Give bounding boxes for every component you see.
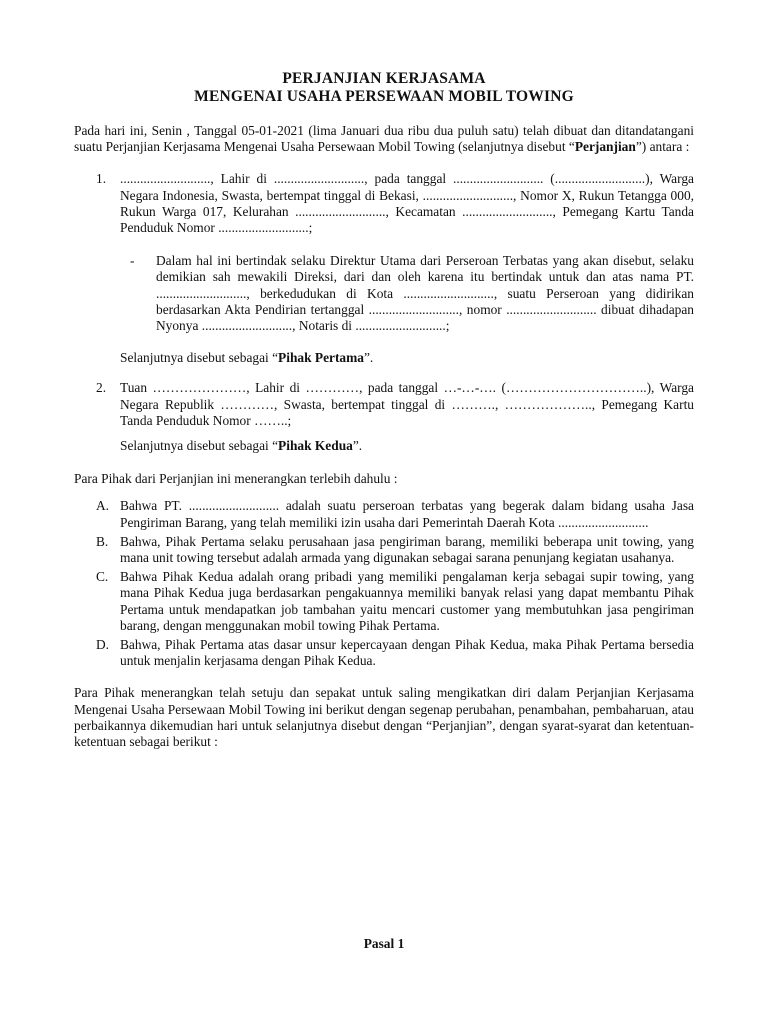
- dash-bullet: -: [130, 253, 135, 269]
- party-1-number-col: [74, 171, 120, 366]
- party-1-capacity: [120, 253, 694, 334]
- intro-bold-term: Perjanjian: [574, 139, 636, 155]
- party-1: [74, 171, 694, 366]
- article-heading: Pasal 1: [363, 936, 405, 951]
- title-line-2: MENGENAI USAHA PERSEWAAN MOBIL TOWING: [194, 88, 574, 105]
- recital-item: [74, 534, 694, 566]
- recital-text: Bahwa, Pihak Pertama selaku perusahaan jasa pengiriman barang, memiliki beberapa unit towing, yang mana unit towing tersebut adalah armada yang digunakan sebagai sarana penunjang kegiatan usahanya.: [120, 533, 694, 566]
- party-2-text: Tuan …………………, Lahir di …………, pada tanggal …-…-…. (…………………………..), Warga Negara Republik …………, Swasta, bertempat tinggal di ………., ……………….., Pemegang Kartu Tanda Penduduk Nomor ……..;: [120, 380, 694, 428]
- party-2-number: 2.: [96, 380, 107, 396]
- recital-item: [74, 637, 694, 669]
- party-2-body: [120, 380, 694, 454]
- party-2-designation-bold: Pihak Kedua: [278, 438, 353, 454]
- intro-text-end: ”) antara :: [635, 139, 690, 155]
- recital-letter: C.: [96, 569, 109, 585]
- closing-paragraph: Para Pihak menerangkan telah setuju dan sepakat untuk saling mengikatkan diri dalam Perjanjian Kerjasama Mengenai Usaha Persewaan Mobil Towing ini berikut dengan segenap perubahan, penambahan, pembaharuan, atau perbaikannya dikemudian hari untuk selanjutnya disebut dengan “Perjanjian”, dengan syarat-syarat dan ketentuan-ketentuan sebagai berikut :: [74, 685, 694, 750]
- party-2-number-col: [74, 380, 120, 454]
- recital-letter: B.: [96, 533, 109, 549]
- party-1-designation: [120, 350, 694, 366]
- party-1-designation-text: Selanjutnya disebut sebagai “: [120, 350, 279, 366]
- party-1-text: ..........................., Lahir di ..........................., pada tanggal ........................... (...........................), Warga Negara Indonesia, Swasta, bertempat tinggal di Bekasi, ..........................., Nomor X, Rukun Tetangga 000, Rukun Warga 017, Kelurahan ..........................., Kecamatan ..........................., Pemegang Kartu Tanda Penduduk Nomor ...........................;: [120, 171, 694, 236]
- party-2-designation-end: ”.: [352, 438, 363, 454]
- party-2-designation: [120, 438, 694, 454]
- recitals-intro: Para Pihak dari Perjanjian ini menerangkan terlebih dahulu :: [74, 471, 398, 487]
- party-1-designation-bold: Pihak Pertama: [278, 350, 364, 366]
- party-1-body: [120, 171, 694, 366]
- recital-text: Bahwa, Pihak Pertama atas dasar unsur kepercayaan dengan Pihak Kedua, maka Pihak Pertama bersedia untuk menjalin kerjasama dengan Pihak Kedua.: [120, 637, 694, 669]
- party-1-number: 1.: [96, 171, 107, 187]
- document-title: [74, 70, 694, 106]
- party-2: [74, 380, 694, 454]
- recital-letter: A.: [96, 498, 110, 514]
- title-line-1: PERJANJIAN KERJASAMA: [282, 70, 486, 87]
- intro-paragraph: [74, 123, 694, 155]
- party-2-designation-text: Selanjutnya disebut sebagai “: [120, 438, 279, 454]
- recital-text: Bahwa Pihak Kedua adalah orang pribadi yang memiliki pengalaman kerja sebagai supir towing, yang mana Pihak Kedua juga berdasarkan pengakuannya memiliki banyak relasi yang dapat membantu Pihak Pertama untuk mendapatkan job tambahan yaitu mencari customer yang membutuhkan jasa pengiriman barang, dengan menggunakan mobil towing Pihak Pertama.: [120, 569, 694, 633]
- recital-item: [74, 569, 694, 634]
- intro-text: Pada hari ini, Senin , Tanggal 05-01-2021 (lima Januari dua ribu dua puluh satu) telah dibuat dan ditandatangani suatu Perjanjian Kerjasama Mengenai Usaha Persewaan Mobil Towing (selanjutnya disebut “: [74, 123, 694, 155]
- recitals-list: [74, 498, 694, 669]
- recital-text: Bahwa PT. ........................... adalah suatu perseroan terbatas yang begerak dalam bidang usaha Jasa Pengiriman Barang, yang telah memiliki izin usaha dari Pemerintah Daerah Kota ...........................: [120, 498, 694, 530]
- recital-letter: D.: [96, 637, 110, 653]
- party-1-capacity-text: Dalam hal ini bertindak selaku Direktur Utama dari Perseroan Terbatas yang akan disebut, selaku demikian sah mewakili Direksi, dari dan oleh karena itu bertindak untuk dan atas nama PT. ..........................., berkedudukan di Kota ..........................., suatu Perseroan yang didirikan berdasarkan Akta Pendirian tertanggal ..........................., nomor ........................... dibuat dihadapan Nyonya ..........................., Notaris di ...........................;: [156, 253, 694, 334]
- recital-item: [74, 498, 694, 530]
- party-1-designation-end: ”.: [363, 350, 374, 366]
